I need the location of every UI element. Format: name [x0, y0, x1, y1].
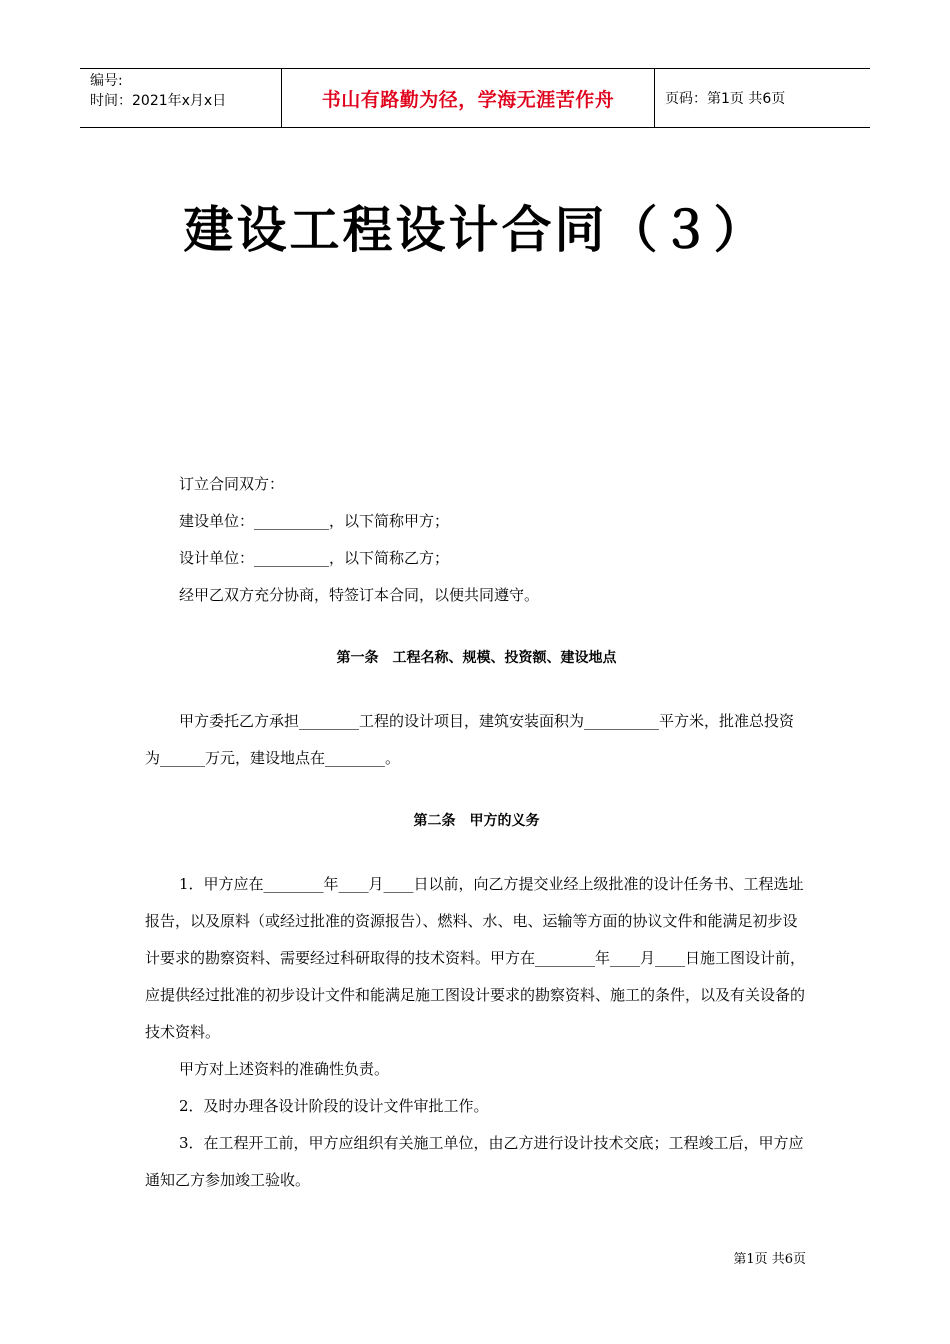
document-body — [145, 466, 808, 1199]
parties-label: 订立合同双方： — [179, 475, 285, 493]
article2-item3: 3．在工程开工前，甲方应组织有关施工单位，由乙方进行设计技术交底；工程竣工后，甲方应通知乙方参加竣工验收。 — [145, 1134, 804, 1189]
header-motto: 书山有路勤为径，学海无涯苦作舟 — [282, 69, 655, 127]
article2-heading: 第二条 甲方的义务 — [413, 813, 540, 829]
page-footer: 第1页 共6页 — [733, 1252, 806, 1267]
article2-item2: 2．及时办理各设计阶段的设计文件审批工作。 — [179, 1097, 489, 1115]
article2-item1-note: 甲方对上述资料的准确性负责。 — [179, 1060, 390, 1078]
serial-label: 编号: — [90, 73, 123, 89]
header-page-info: 页码：第1页 共6页 — [665, 91, 786, 107]
article2-item1: 1．甲方应在________年____月____日以前，向乙方提交业经上级批准的设计任务书、工程选址报告，以及原料（或经过批准的资源报告）、燃料、水、电、运输等方面的协议文件和能满足初步设计要求的勘察资料、需要经过科研取得的技术资料。甲方在________年____月____日施工图设计前，应提供经过批准的初步设计文件和能满足施工图设计要求的勘察资料、施工的条件，以及有关设备的技术资料。 — [145, 875, 806, 1041]
builder-line: 建设单位：__________，以下简称甲方； — [179, 512, 450, 530]
article1-text: 甲方委托乙方承担________工程的设计项目，建筑安装面积为__________平方米，批准总投资为______万元，建设地点在________。 — [145, 712, 795, 767]
header-meta — [80, 69, 282, 127]
article1-heading: 第一条 工程名称、规模、投资额、建设地点 — [336, 650, 617, 666]
document-title: 建设工程设计合同（３） — [183, 201, 767, 259]
agreement-line: 经甲乙双方充分协商，特签订本合同，以便共同遵守。 — [179, 586, 540, 604]
page-header — [80, 68, 870, 128]
designer-line: 设计单位：__________，以下简称乙方； — [179, 549, 450, 567]
time-label: 时间：2021年x月x日 — [90, 93, 227, 109]
